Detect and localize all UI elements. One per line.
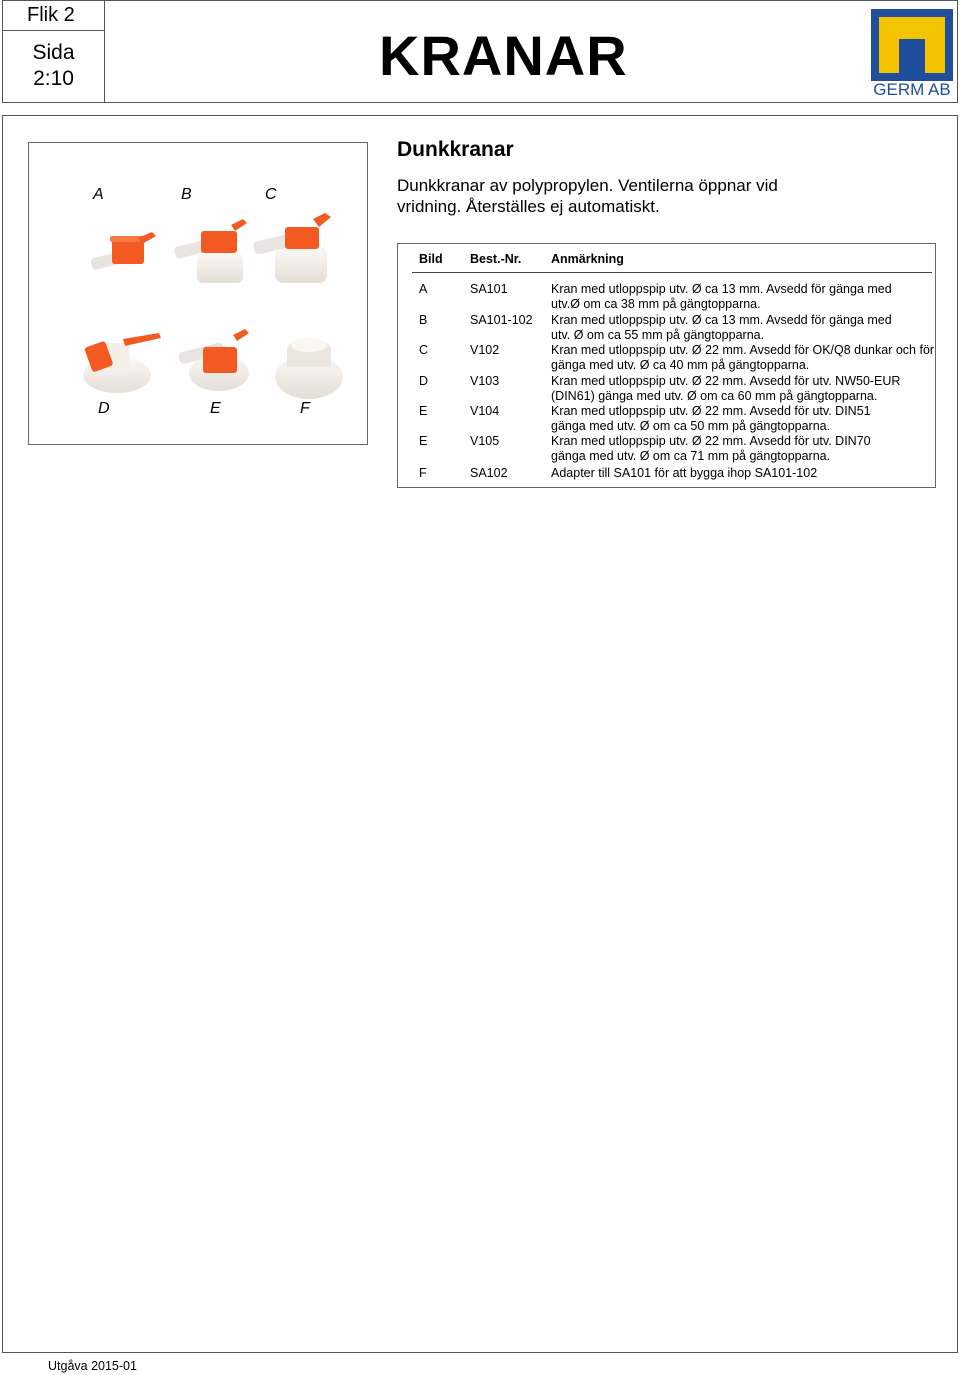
tab-label: Flik 2 xyxy=(3,1,105,31)
cell-note xyxy=(551,343,937,373)
cell-nr: V103 xyxy=(470,374,500,388)
page-title: KRANAR xyxy=(379,24,628,87)
cell-nr: SA102 xyxy=(470,466,508,480)
note-line: gänga med utv. Ø om ca 50 mm på gängtopparna. xyxy=(551,419,831,433)
note-line: Kran med utloppspip utv. Ø 22 mm. Avsedd för OK/Q8 dunkar och för xyxy=(551,343,935,357)
product-illustrations xyxy=(29,143,369,446)
cell-note xyxy=(551,466,937,481)
cell-nr: SA101 xyxy=(470,282,508,296)
note-line: utv.Ø om ca 38 mm på gängtopparna. xyxy=(551,297,761,311)
note-line: Kran med utloppspip utv. Ø ca 13 mm. Avsedd för gänga med xyxy=(551,313,892,327)
note-line: Kran med utloppspip utv. Ø 22 mm. Avsedd för utv. NW50-EUR xyxy=(551,374,901,388)
cell-bild: E xyxy=(419,434,428,448)
edition-footer: Utgåva 2015-01 xyxy=(48,1359,137,1373)
tap-e-illustration xyxy=(178,329,249,391)
image-label-c: C xyxy=(265,186,277,203)
page-number: 2:10 xyxy=(33,67,74,90)
cell-bild: D xyxy=(419,374,429,388)
note-line: Adapter till SA101 för att bygga ihop SA101-102 xyxy=(551,466,818,480)
cell-nr: V104 xyxy=(470,404,500,418)
spec-table xyxy=(397,243,936,488)
cell-bild: B xyxy=(419,313,428,327)
cell-note xyxy=(551,434,937,464)
adapter-f-illustration xyxy=(275,338,343,399)
tap-d-illustration xyxy=(83,333,161,393)
image-label-b: B xyxy=(181,186,192,203)
cell-bild: C xyxy=(419,343,429,357)
section-title: Dunkkranar xyxy=(397,138,514,161)
tap-a-illustration xyxy=(90,232,156,270)
tap-b-illustration xyxy=(174,219,247,283)
note-line: gänga med utv. Ø om ca 71 mm på gängtopparna. xyxy=(551,449,831,463)
product-image-panel xyxy=(28,142,368,445)
cell-nr: V105 xyxy=(470,434,500,448)
header-divider xyxy=(412,272,932,273)
cell-bild: E xyxy=(419,404,428,418)
germ-logo xyxy=(871,9,953,99)
image-label-a: A xyxy=(93,186,104,203)
page-header xyxy=(2,0,958,103)
cell-note xyxy=(551,313,937,343)
page-number-box xyxy=(3,31,105,103)
image-label-e: E xyxy=(210,400,221,417)
cell-bild: A xyxy=(419,282,428,296)
cell-note xyxy=(551,282,937,312)
note-line: gänga med utv. Ø ca 40 mm på gängtopparna. xyxy=(551,358,810,372)
note-line: utv. Ø om ca 55 mm på gängtopparna. xyxy=(551,328,765,342)
page-label: Sida xyxy=(32,41,75,64)
note-line: (DIN61) gänga med utv. Ø om ca 60 mm på gängtopparna. xyxy=(551,389,878,403)
cell-nr: V102 xyxy=(470,343,500,357)
tap-c-illustration xyxy=(253,213,331,283)
column-header-anmarkning: Anmärkning xyxy=(551,252,624,266)
cell-bild: F xyxy=(419,466,427,480)
note-line: Kran med utloppspip utv. Ø 22 mm. Avsedd för utv. DIN51 xyxy=(551,404,871,418)
cell-note xyxy=(551,374,937,404)
image-label-d: D xyxy=(98,400,110,417)
section-description: Dunkkranar av polypropylen. Ventilerna öppnar vid vridning. Återställes ej automatiskt. xyxy=(397,176,778,216)
cell-nr: SA101-102 xyxy=(470,313,533,327)
cell-note xyxy=(551,404,937,434)
image-label-f: F xyxy=(300,400,310,417)
column-header-best-nr: Best.-Nr. xyxy=(470,252,522,266)
note-line: Kran med utloppspip utv. Ø 22 mm. Avsedd för utv. DIN70 xyxy=(551,434,871,448)
note-line: Kran med utloppspip utv. Ø ca 13 mm. Avsedd för gänga med xyxy=(551,282,892,296)
logo-text: GERM AB xyxy=(873,80,951,99)
column-header-bild: Bild xyxy=(419,252,443,266)
